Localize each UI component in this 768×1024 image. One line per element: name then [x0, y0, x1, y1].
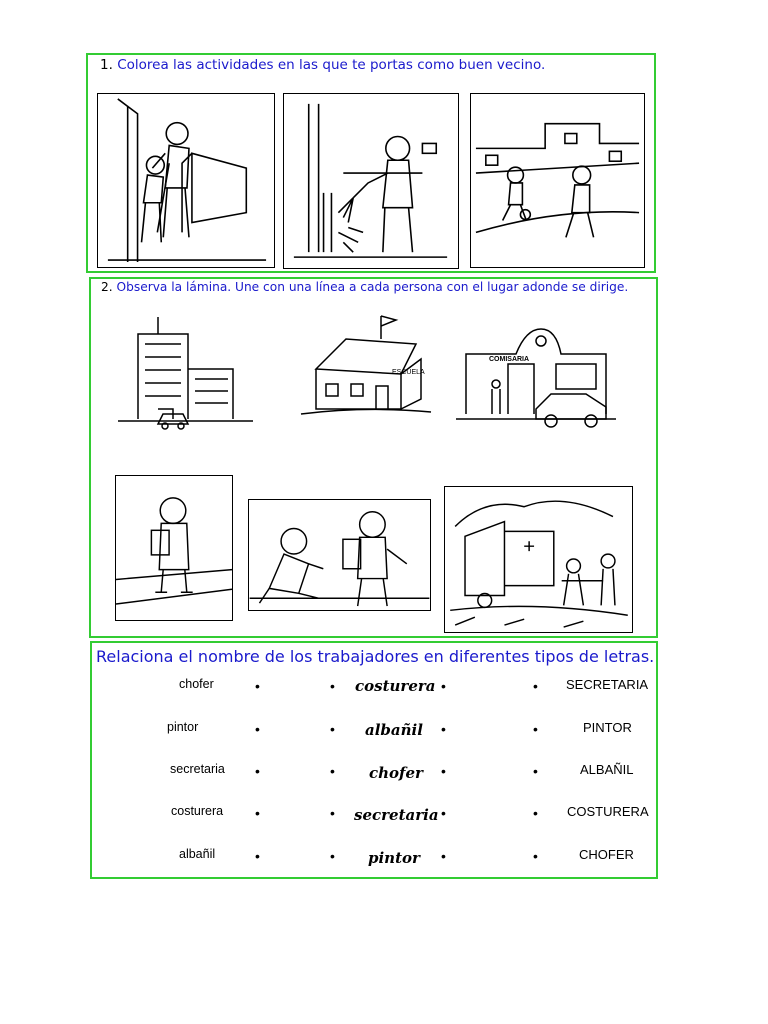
match-row-5 — [92, 847, 656, 867]
match-dot-middle-right[interactable]: • — [441, 805, 446, 821]
picture-children-talking[interactable] — [248, 499, 431, 611]
uppercase-name: SECRETARIA — [566, 677, 649, 692]
sweeping-leaves-illustration — [284, 94, 458, 268]
match-dot-middle-right[interactable]: • — [441, 848, 446, 864]
activity-3-section — [90, 641, 658, 879]
picture-boy-with-backpack[interactable] — [115, 475, 233, 621]
print-name: secretaria — [170, 762, 225, 776]
uppercase-name: CHOFER — [579, 847, 634, 862]
match-row-2 — [92, 720, 656, 740]
match-dot-right[interactable]: • — [533, 721, 538, 737]
picture-children-playing-ball[interactable] — [470, 93, 645, 268]
cursive-name: pintor — [368, 849, 420, 867]
activity-2-number: 2. — [101, 280, 113, 294]
children-talking-illustration — [249, 500, 430, 610]
picture-ambulance-rescue[interactable] — [444, 486, 633, 633]
match-dot-right[interactable]: • — [533, 805, 538, 821]
print-name: costurera — [171, 804, 224, 818]
uppercase-name: COSTURERA — [567, 804, 649, 819]
picture-police-station[interactable] — [456, 319, 616, 429]
match-dot-middle-left[interactable]: • — [330, 763, 335, 779]
activity-2-heading — [101, 280, 628, 294]
match-row-1 — [92, 677, 656, 697]
school-building-illustration — [296, 314, 436, 424]
boy-with-backpack-illustration — [116, 476, 232, 620]
police-sign-label: COMISARIA — [489, 356, 530, 363]
match-dot-left[interactable]: • — [255, 805, 260, 821]
match-dot-left[interactable]: • — [255, 763, 260, 779]
match-dot-right[interactable]: • — [533, 763, 538, 779]
activity-2-section — [89, 277, 658, 638]
print-name: pintor — [167, 720, 199, 734]
print-name: albañil — [179, 847, 216, 861]
match-dot-middle-right[interactable]: • — [441, 763, 446, 779]
match-dot-left[interactable]: • — [255, 721, 260, 737]
cursive-name: albañil — [365, 721, 423, 739]
match-row-4 — [92, 804, 656, 824]
match-dot-right[interactable]: • — [533, 848, 538, 864]
match-dot-middle-right[interactable]: • — [441, 721, 446, 737]
hospital-building-illustration — [113, 309, 258, 431]
match-row-3 — [92, 762, 656, 782]
uppercase-name: ALBAÑIL — [580, 762, 634, 777]
picture-sweeping-leaves[interactable] — [283, 93, 459, 269]
match-dot-right[interactable]: • — [533, 678, 538, 694]
picture-hospital-building[interactable] — [113, 309, 258, 431]
activity-2-instruction: Observa la lámina. Une con una línea a cada persona con el lugar adonde se dirige. — [116, 280, 629, 294]
cursive-name: costurera — [355, 677, 436, 695]
helping-blind-person-illustration — [98, 94, 274, 267]
match-dot-middle-left[interactable]: • — [330, 678, 335, 694]
picture-helping-blind-person[interactable] — [97, 93, 275, 268]
match-dot-left[interactable]: • — [255, 848, 260, 864]
police-station-illustration — [456, 319, 616, 429]
match-dot-middle-right[interactable]: • — [441, 678, 446, 694]
activity-1-number: 1. — [100, 57, 113, 73]
print-name: chofer — [179, 677, 214, 691]
match-dot-middle-left[interactable]: • — [330, 805, 335, 821]
ambulance-rescue-illustration — [445, 487, 632, 632]
activity-1-heading — [100, 57, 545, 73]
match-dot-middle-left[interactable]: • — [330, 721, 335, 737]
activity-1-instruction: Colorea las actividades en las que te portas como buen vecino. — [117, 57, 546, 73]
cursive-name: chofer — [369, 764, 423, 782]
uppercase-name: PINTOR — [583, 720, 632, 735]
activity-3-instruction: Relaciona el nombre de los trabajadores en diferentes tipos de letras. — [96, 647, 655, 666]
match-dot-middle-left[interactable]: • — [330, 848, 335, 864]
activity-1-section — [86, 53, 656, 273]
picture-school-building[interactable] — [296, 314, 436, 424]
match-dot-left[interactable]: • — [255, 678, 260, 694]
children-playing-ball-illustration — [471, 94, 644, 267]
cursive-name: secretaria — [354, 806, 439, 824]
school-sign-label: ESCUELA — [392, 369, 425, 376]
